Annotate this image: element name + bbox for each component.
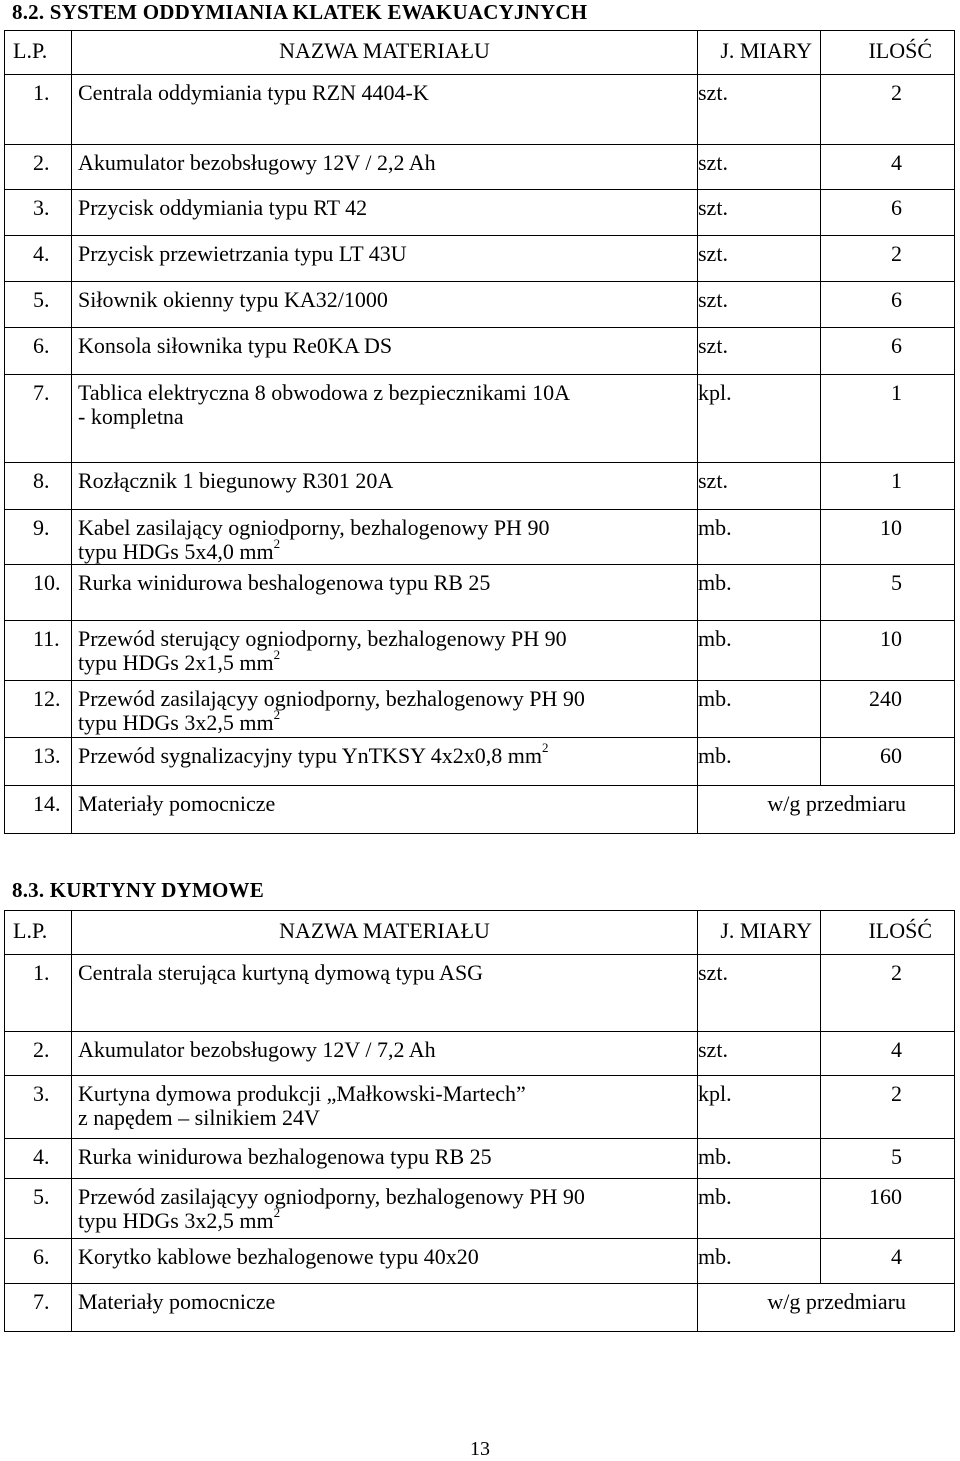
row-number: 6. [5,328,72,375]
unit-cell: mb. [698,738,821,786]
section-title-kurtyny: 8.3. KURTYNY DYMOWE [12,878,264,902]
quantity-cell: 5 [821,565,955,621]
unit-cell: kpl. [698,375,821,463]
unit-cell: szt. [698,282,821,328]
row-number: 7. [5,1284,72,1332]
row-number: 4. [5,236,72,282]
quantity-cell: 6 [821,328,955,375]
material-name: Tablica elektryczna 8 obwodowa z bezpiecznikami 10A [78,380,571,405]
header-name: NAZWA MATERIAŁU [72,911,698,955]
table-row [5,375,955,463]
quantity-cell: 10 [821,510,955,565]
table-row [5,328,955,375]
table-row [5,145,955,190]
row-number: 7. [5,375,72,463]
header-lp: L.P. [5,31,72,75]
material-name-continued [78,706,691,735]
quantity-note: w/g przedmiaru [698,1284,955,1332]
table-row [5,1139,955,1179]
superscript: 2 [273,706,281,722]
material-name-continued [78,1106,691,1130]
unit-cell: mb. [698,1139,821,1179]
row-number: 5. [5,282,72,328]
material-name-continued [78,1204,691,1233]
header-lp: L.P. [5,911,72,955]
material-name: Przycisk przewietrzania typu LT 43U [78,241,407,266]
material-name-cell [72,145,698,190]
row-number: 10. [5,565,72,621]
material-name-cell [72,621,698,681]
table-header-row [5,31,955,75]
unit-cell: szt. [698,236,821,282]
unit-cell: szt. [698,463,821,510]
material-name-line2: typu HDGs 3x2,5 mm [78,710,274,735]
material-name: Przewód sterujący ogniodporny, bezhalogenowy PH 90 [78,626,567,651]
material-name: Materiały pomocnicze [78,1289,276,1314]
material-name-cell [72,282,698,328]
unit-cell: mb. [698,1239,821,1284]
material-name-continued [78,646,691,675]
material-name-cell [72,1179,698,1239]
quantity-cell: 2 [821,75,955,145]
quantity-cell: 4 [821,1032,955,1076]
quantity-cell: 1 [821,375,955,463]
table-row [5,1032,955,1076]
row-number: 3. [5,190,72,236]
table-row [5,1179,955,1239]
table-row [5,621,955,681]
material-name-cell [72,190,698,236]
table-row [5,190,955,236]
materials-table-oddymianie [4,30,955,834]
table-row [5,75,955,145]
table-row [5,282,955,328]
row-number: 1. [5,955,72,1032]
material-name-cell [72,328,698,375]
quantity-cell: 6 [821,282,955,328]
table-row [5,236,955,282]
row-number: 2. [5,1032,72,1076]
unit-cell: kpl. [698,1076,821,1139]
material-name-continued [78,535,691,564]
superscript: 2 [273,1204,281,1220]
superscript: 2 [541,739,549,755]
section-title-oddymianie: 8.2. SYSTEM ODDYMIANIA KLATEK EWAKUACYJNYCH [12,0,588,24]
material-name-cell [72,75,698,145]
material-name-cell [72,681,698,738]
material-name-line2: typu HDGs 5x4,0 mm [78,539,274,564]
table-row [5,1239,955,1284]
material-name-cell [72,236,698,282]
material-name-cell [72,1239,698,1284]
material-name: Przewód zasilającyy ogniodporny, bezhalogenowy PH 90 [78,686,585,711]
material-name-line2: typu HDGs 2x1,5 mm [78,650,274,675]
material-name-cell [72,1139,698,1179]
row-number: 14. [5,786,72,834]
material-name: Siłownik okienny typu KA32/1000 [78,287,388,312]
quantity-cell: 2 [821,955,955,1032]
material-name: Przewód zasilającyy ogniodporny, bezhalogenowy PH 90 [78,1184,585,1209]
material-name-cell [72,375,698,463]
row-number: 6. [5,1239,72,1284]
material-name-cell [72,463,698,510]
header-qty: ILOŚĆ [821,31,955,75]
material-name: Korytko kablowe bezhalogenowe typu 40x20 [78,1244,479,1269]
row-number: 3. [5,1076,72,1139]
quantity-cell: 6 [821,190,955,236]
material-name-line2: z napędem – silnikiem 24V [78,1105,320,1130]
unit-cell: szt. [698,190,821,236]
material-name: Centrala oddymiania typu RZN 4404-K [78,80,429,105]
page-number: 13 [470,1438,490,1460]
row-number: 9. [5,510,72,565]
quantity-note: w/g przedmiaru [698,786,955,834]
quantity-cell: 60 [821,738,955,786]
row-number: 4. [5,1139,72,1179]
material-name: Kabel zasilający ogniodporny, bezhalogenowy PH 90 [78,515,550,540]
unit-cell: mb. [698,565,821,621]
unit-cell: mb. [698,510,821,565]
material-name: Akumulator bezobsługowy 12V / 7,2 Ah [78,1037,436,1062]
unit-cell: szt. [698,75,821,145]
unit-cell: szt. [698,145,821,190]
quantity-cell: 1 [821,463,955,510]
material-name-continued [78,405,691,429]
quantity-cell: 2 [821,1076,955,1139]
material-name-cell [72,1076,698,1139]
material-name-cell [72,1284,698,1332]
material-name-cell [72,1032,698,1076]
row-number: 8. [5,463,72,510]
row-number: 2. [5,145,72,190]
materials-table-kurtyny [4,910,955,1332]
material-name: Akumulator bezobsługowy 12V / 2,2 Ah [78,150,436,175]
unit-cell: mb. [698,621,821,681]
quantity-cell: 4 [821,1239,955,1284]
material-name: Rurka winidurowa bezhalogenowa typu RB 25 [78,1144,492,1169]
material-name-cell [72,510,698,565]
table-row [5,510,955,565]
quantity-cell: 240 [821,681,955,738]
table-row [5,1284,955,1332]
superscript: 2 [273,535,281,551]
material-name: Konsola siłownika typu Re0KA DS [78,333,393,358]
material-name-line2: typu HDGs 3x2,5 mm [78,1208,274,1233]
unit-cell: mb. [698,1179,821,1239]
table-row [5,565,955,621]
header-name: NAZWA MATERIAŁU [72,31,698,75]
quantity-cell: 10 [821,621,955,681]
quantity-cell: 160 [821,1179,955,1239]
material-name: Kurtyna dymowa produkcji „Małkowski-Martech” [78,1081,526,1106]
unit-cell: szt. [698,955,821,1032]
unit-cell: szt. [698,1032,821,1076]
row-number: 11. [5,621,72,681]
row-number: 1. [5,75,72,145]
material-name-cell [72,738,698,786]
material-name-cell [72,786,698,834]
header-unit: J. MIARY [698,31,821,75]
header-unit: J. MIARY [698,911,821,955]
table-header-row [5,911,955,955]
table-row [5,955,955,1032]
unit-cell: szt. [698,328,821,375]
superscript: 2 [273,646,281,662]
table-row [5,463,955,510]
row-number: 12. [5,681,72,738]
row-number: 13. [5,738,72,786]
table-row [5,786,955,834]
material-name: Centrala sterująca kurtyną dymową typu ASG [78,960,484,985]
header-qty: ILOŚĆ [821,911,955,955]
unit-cell: mb. [698,681,821,738]
quantity-cell: 5 [821,1139,955,1179]
material-name: Przycisk oddymiania typu RT 42 [78,195,368,220]
table-row [5,681,955,738]
material-name: Rurka winidurowa beshalogenowa typu RB 25 [78,570,491,595]
table-row [5,738,955,786]
material-name-cell [72,565,698,621]
material-name: Przewód sygnalizacyjny typu YnTKSY 4x2x0,8 mm [78,743,542,768]
material-name-cell [72,955,698,1032]
material-name: Rozłącznik 1 biegunowy R301 20A [78,468,394,493]
table-row [5,1076,955,1139]
quantity-cell: 2 [821,236,955,282]
quantity-cell: 4 [821,145,955,190]
material-name-line2: - kompletna [78,404,184,429]
material-name: Materiały pomocnicze [78,791,276,816]
row-number: 5. [5,1179,72,1239]
